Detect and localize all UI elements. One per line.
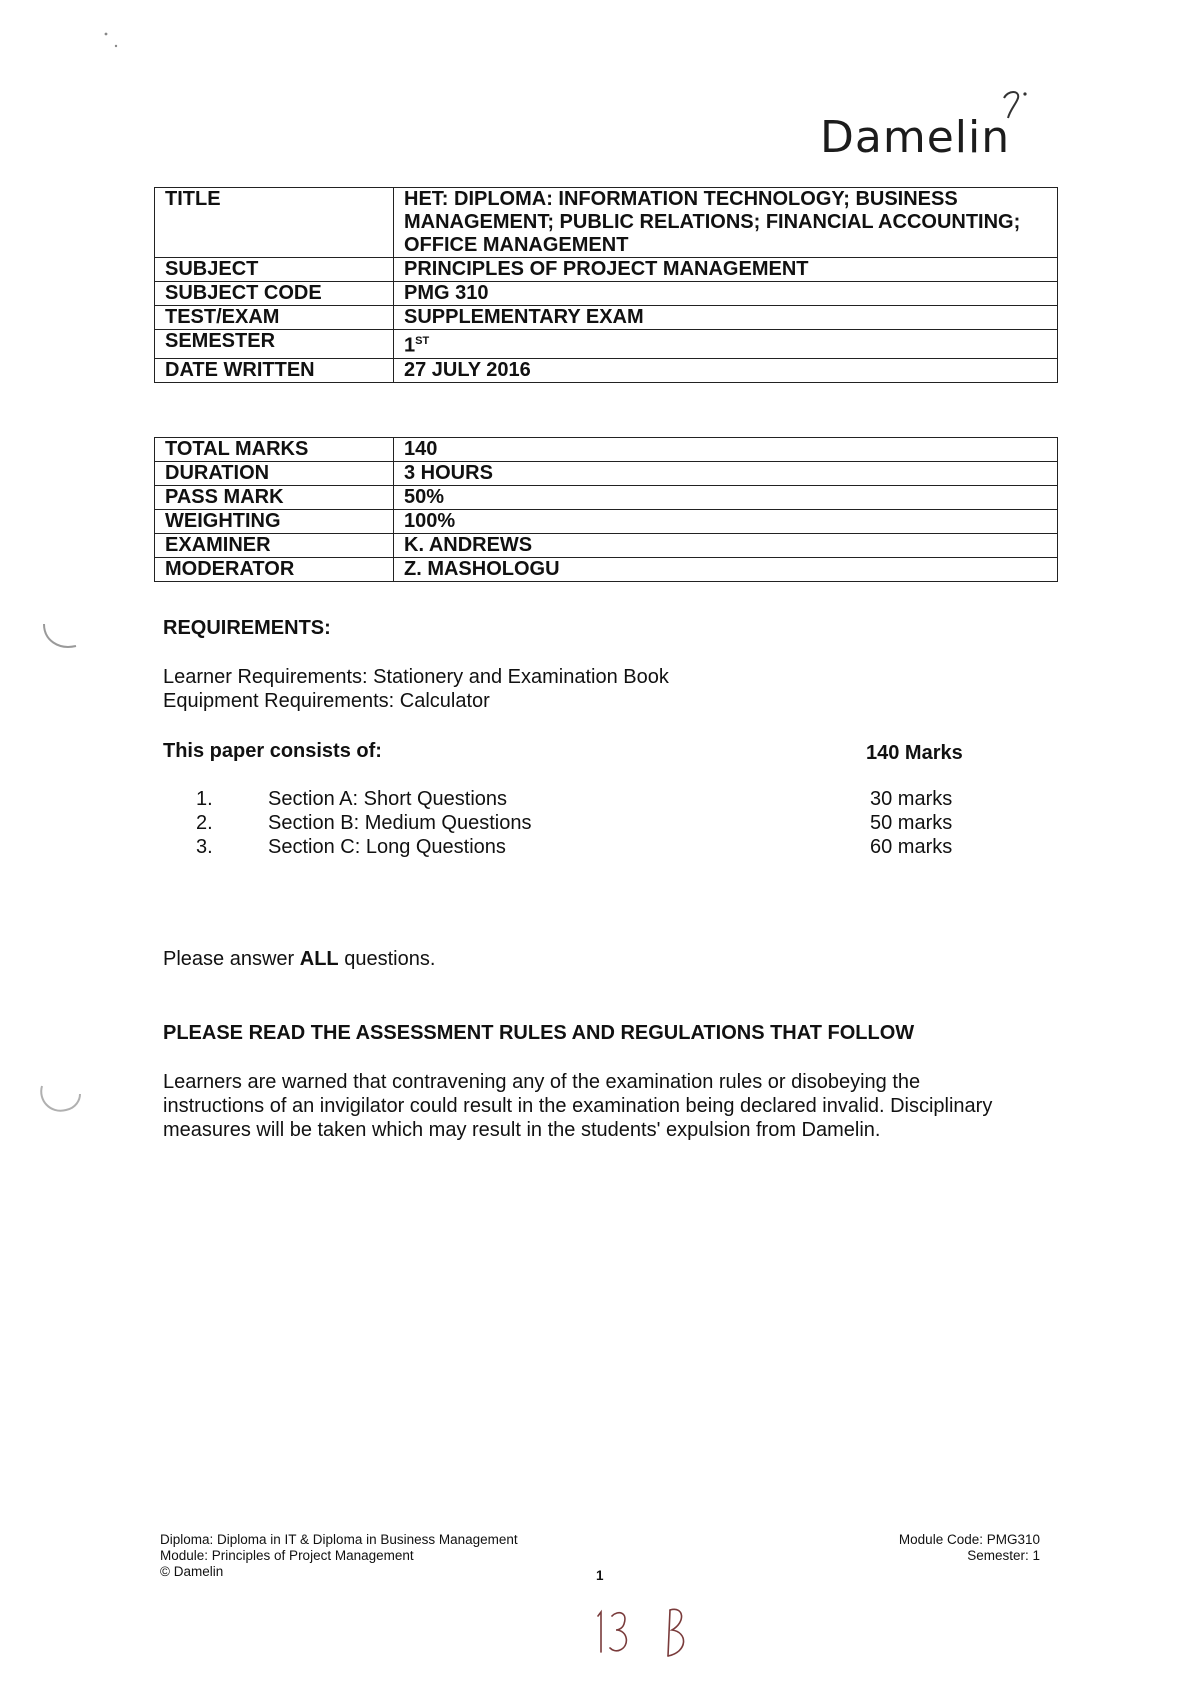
section-number: 1. bbox=[196, 788, 213, 810]
paper-intro: This paper consists of: bbox=[163, 740, 382, 762]
footer-diploma: Diploma: Diploma in IT & Diploma in Business Management bbox=[160, 1532, 518, 1547]
title-label: TITLE bbox=[155, 188, 394, 258]
scan-smudge-icon bbox=[36, 1080, 84, 1120]
list-item bbox=[196, 812, 952, 836]
section-marks: 30 marks bbox=[870, 788, 953, 810]
table-row bbox=[155, 438, 1058, 462]
moderator-value: Z. MASHOLOGU bbox=[394, 558, 1058, 582]
examiner-value: K. ANDREWS bbox=[394, 534, 1058, 558]
total-marks-label: TOTAL MARKS bbox=[155, 438, 394, 462]
paper-total-marks: 140 Marks bbox=[866, 742, 963, 764]
table-row bbox=[155, 330, 1058, 359]
duration-value: 3 HOURS bbox=[394, 462, 1058, 486]
weighting-label: WEIGHTING bbox=[155, 510, 394, 534]
footer-module-code: Module Code: PMG310 bbox=[898, 1532, 1040, 1547]
date-written-value: 27 JULY 2016 bbox=[394, 358, 1058, 382]
examiner-label: EXAMINER bbox=[155, 534, 394, 558]
learner-requirements: Learner Requirements: Stationery and Examination Book bbox=[163, 666, 669, 688]
semester-suffix: ST bbox=[415, 335, 430, 347]
subject-code-label: SUBJECT CODE bbox=[155, 282, 394, 306]
date-written-label: DATE WRITTEN bbox=[155, 358, 394, 382]
section-name: Section A: Short Questions bbox=[268, 788, 508, 810]
subject-code-value: PMG 310 bbox=[394, 282, 1058, 306]
table-row bbox=[155, 306, 1058, 330]
pass-mark-value: 50% bbox=[394, 486, 1058, 510]
footer-left bbox=[160, 1532, 518, 1580]
table-row bbox=[155, 510, 1058, 534]
table-row bbox=[155, 282, 1058, 306]
table-row bbox=[155, 534, 1058, 558]
answer-instruction bbox=[163, 948, 435, 971]
test-exam-label: TEST/EXAM bbox=[155, 306, 394, 330]
section-number: 2. bbox=[196, 812, 213, 834]
list-item bbox=[196, 788, 952, 812]
total-marks-value: 140 bbox=[394, 438, 1058, 462]
semester-number: 1 bbox=[404, 334, 416, 357]
subject-value: PRINCIPLES OF PROJECT MANAGEMENT bbox=[394, 258, 1058, 282]
damelin-logo: Damelin bbox=[820, 112, 1011, 163]
section-marks: 60 marks bbox=[870, 836, 953, 858]
rules-body: Learners are warned that contravening any of the examination rules or disobeying the instructions of an invigilator could result in the examination being declared invalid. Disciplinary measures will be taken which may result in the students' expulsion from Damelin. bbox=[163, 1071, 993, 1141]
equipment-requirements: Equipment Requirements: Calculator bbox=[163, 690, 490, 712]
moderator-label: MODERATOR bbox=[155, 558, 394, 582]
marks-info-table bbox=[154, 437, 1058, 582]
instruction-prefix: Please answer bbox=[163, 948, 300, 970]
weighting-value: 100% bbox=[394, 510, 1058, 534]
list-item bbox=[196, 836, 952, 860]
footer-semester: Semester: 1 bbox=[967, 1548, 1040, 1563]
requirements-heading: REQUIREMENTS: bbox=[163, 617, 331, 639]
footer-module: Module: Principles of Project Management bbox=[160, 1548, 414, 1563]
sections-list bbox=[196, 788, 952, 860]
semester-value bbox=[394, 330, 1058, 359]
subject-label: SUBJECT bbox=[155, 258, 394, 282]
section-marks: 50 marks bbox=[870, 812, 953, 834]
section-name: Section C: Long Questions bbox=[268, 836, 506, 858]
rules-heading: PLEASE READ THE ASSESSMENT RULES AND REGULATIONS THAT FOLLOW bbox=[163, 1022, 915, 1044]
table-row bbox=[155, 462, 1058, 486]
duration-label: DURATION bbox=[155, 462, 394, 486]
table-row bbox=[155, 258, 1058, 282]
semester-label: SEMESTER bbox=[155, 330, 394, 359]
table-row bbox=[155, 358, 1058, 382]
instruction-suffix: questions. bbox=[338, 948, 436, 970]
instruction-emphasis: ALL bbox=[299, 948, 339, 970]
footer-copyright: © Damelin bbox=[160, 1564, 224, 1579]
pass-mark-label: PASS MARK bbox=[155, 486, 394, 510]
section-name: Section B: Medium Questions bbox=[268, 812, 532, 834]
table-row bbox=[155, 486, 1058, 510]
page-number: 1 bbox=[596, 1568, 604, 1583]
table-row bbox=[155, 188, 1058, 258]
handwritten-note bbox=[592, 1602, 702, 1662]
exam-info-table bbox=[154, 187, 1058, 383]
test-exam-value: SUPPLEMENTARY EXAM bbox=[394, 306, 1058, 330]
scan-dots-icon bbox=[100, 30, 130, 110]
title-value: HET: DIPLOMA: INFORMATION TECHNOLOGY; BUSINESS MANAGEMENT; PUBLIC RELATIONS; FINANCIAL ACCOUNTING; OFFICE MANAGEMENT bbox=[394, 188, 1058, 258]
section-number: 3. bbox=[196, 836, 213, 858]
table-row bbox=[155, 558, 1058, 582]
scan-smudge-icon bbox=[40, 620, 80, 654]
footer-right bbox=[820, 1532, 1040, 1564]
